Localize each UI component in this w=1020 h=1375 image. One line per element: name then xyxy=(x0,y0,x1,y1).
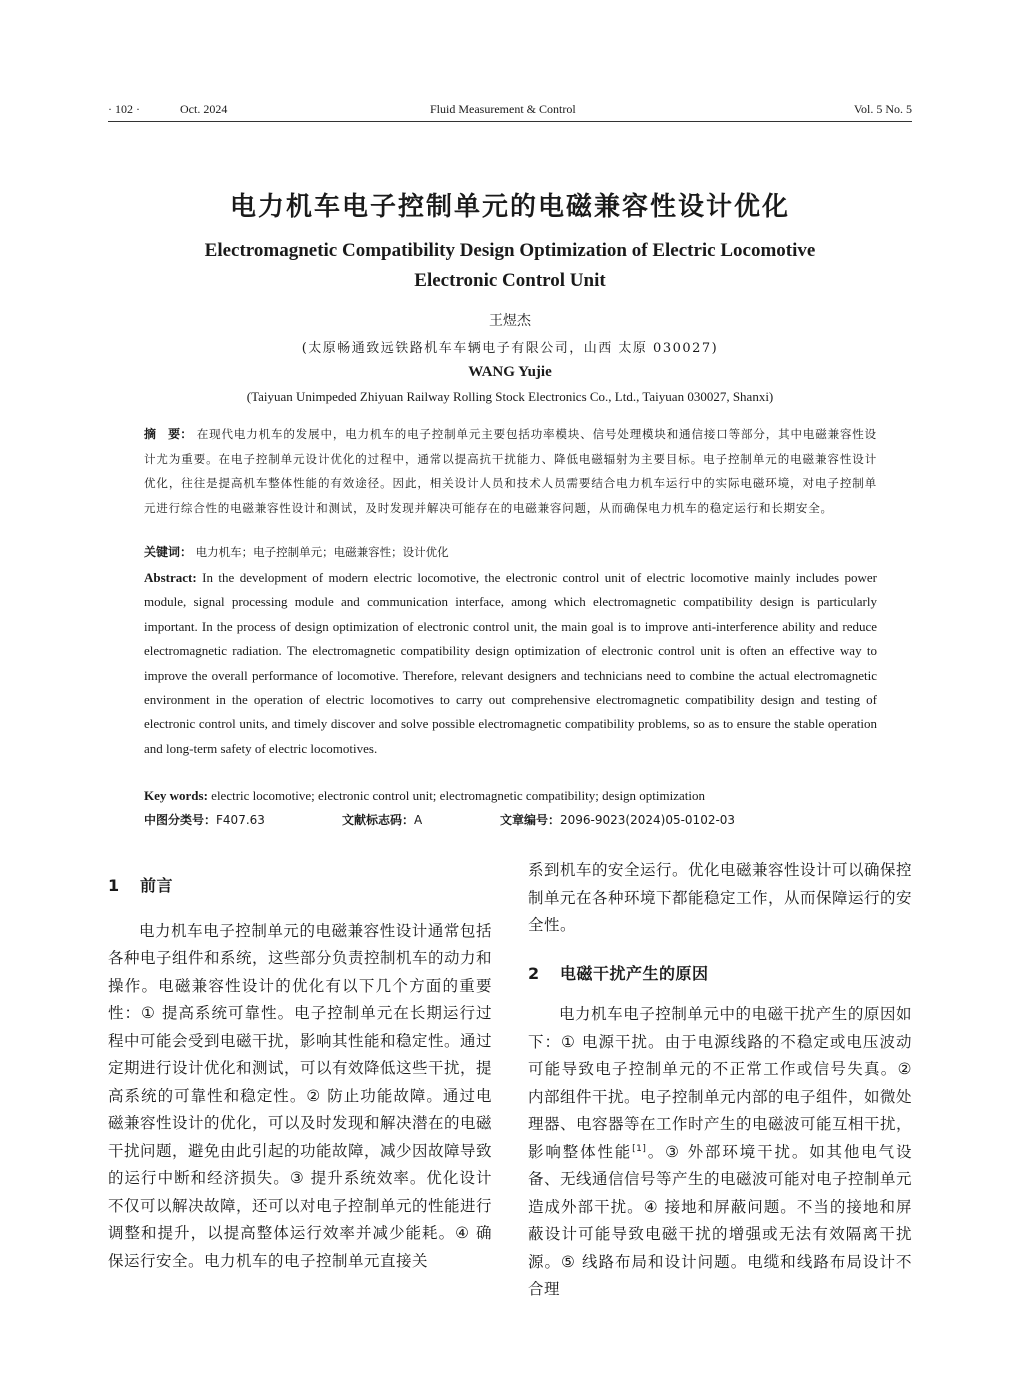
author-en: WANG Yujie xyxy=(468,364,552,380)
paper-title-en xyxy=(110,236,910,296)
section-1-number: 1 xyxy=(108,876,120,895)
section-2-body xyxy=(528,1001,912,1304)
abstract-en xyxy=(144,566,877,761)
abstract-cn-label: 摘 要： xyxy=(144,427,193,441)
keywords-cn xyxy=(144,541,877,563)
keywords-en-label: Key words: xyxy=(144,788,208,803)
affiliation-en: (Taiyuan Unimpeded Zhiyuan Railway Rolling Stock Electronics Co., Ltd., Taiyuan 030027, Shanxi) xyxy=(246,389,774,404)
issue-date: Oct. 2024 xyxy=(180,102,228,116)
abstract-cn xyxy=(144,422,877,520)
article-number-label: 文章编号： xyxy=(500,813,561,827)
section-1-title: 前言 xyxy=(140,876,174,895)
clc-label: 中图分类号： xyxy=(144,813,217,827)
section-2-text-a: 电力机车电子控制单元中的电磁干扰产生的原因如下：① 电源干扰。由于电源线路的不稳定或电压波动可能导致电子控制单元的不正常工作或信号失真。② 内部组件干扰。电子控制单元内部的电子组件，如微处理器、电容器等在工作时产生的电磁波可能互相干扰，影响整体性能 xyxy=(528,1005,913,1161)
abstract-cn-text: 在现代电力机车的发展中，电力机车的电子控制单元主要包括功率模块、信号处理模块和通信接口等部分，其中电磁兼容性设计尤为重要。在电子控制单元设计优化的过程中，通常以提高抗干扰能力、降低电磁辐射为主要目标。电子控制单元的电磁兼容性设计优化，往往是提高机车整体性能的有效途径。因此，相关设计人员和技术人员需要结合电力机车运行中的实际电磁环境，对电子控制单元进行综合性的电磁兼容性设计和测试，及时发现并解决可能存在的电磁兼容问题，从而确保电力机车的稳定运行和长期安全。 xyxy=(144,427,877,515)
abstract-en-label: Abstract: xyxy=(144,570,197,585)
citation-ref[interactable]: [1] xyxy=(632,1143,647,1154)
paper-title-en-line1: Electromagnetic Compatibility Design Optimization of Electric Locomotive xyxy=(204,240,816,261)
article-number xyxy=(500,811,735,828)
section-1-body: 电力机车电子控制单元的电磁兼容性设计通常包括各种电子组件和系统，这些部分负责控制机车的动力和操作。电磁兼容性设计的优化有以下几个方面的重要性：① 提高系统可靠性。电子控制单元在长期运行过程中可能会受到电磁干扰，影响其性能和稳定性。通过定期进行设计优化和测试，可以有效降低这些干扰，提高系统的可靠性和稳定性。② 防止功能故障。通过电磁兼容性设计的优化，可以及时发现和解决潜在的电磁干扰问题，避免由此引起的功能故障，减少因故障导致的运行中断和经济损失。③ 提升系统效率。优化设计不仅可以解决故障，还可以对电子控制单元的性能进行调整和提升，以提高整体运行效率并减少能耗。④ 确保运行安全。电力机车的电子控制单元直接关 xyxy=(108,921,493,1270)
section-2-title: 电磁干扰产生的原因 xyxy=(560,963,709,983)
journal-name: Fluid Measurement & Control xyxy=(430,102,576,116)
doc-code-label: 文献标志码： xyxy=(342,813,415,827)
section-2-text-b: 。③ 外部环境干扰。如其他电气设备、无线通信信号等产生的电磁波可能对电子控制单元造成外部干扰。④ 接地和屏蔽问题。不当的接地和屏蔽设计可能导致电磁干扰的增强或无法有效隔离干扰源。⑤ 线路布局和设计问题。电缆和线路布局设计不合理 xyxy=(528,1142,913,1298)
keywords-cn-label: 关键词： xyxy=(144,545,193,559)
article-number-value: 2096-9023(2024)05-0102-03 xyxy=(560,813,736,827)
section-2-number: 2 xyxy=(528,963,540,983)
right-column xyxy=(528,857,912,1304)
keywords-en-text: electric locomotive; electronic control unit; electromagnetic compatibility; design optimization xyxy=(211,788,706,803)
paper-title-cn: 电力机车电子控制单元的电磁兼容性设计优化 xyxy=(229,192,790,222)
clc-number xyxy=(144,811,265,828)
classification-line xyxy=(144,811,877,833)
page-number: · 102 · xyxy=(108,102,140,116)
doc-code-value: A xyxy=(414,813,423,827)
left-column xyxy=(108,872,492,1275)
affiliation-cn: (太原畅通致远铁路机车车辆电子有限公司，山西 太原 030027) xyxy=(301,341,719,356)
keywords-cn-text: 电力机车；电子控制单元；电磁兼容性；设计优化 xyxy=(195,545,449,559)
keywords-en xyxy=(144,785,877,807)
author-cn: 王煜杰 xyxy=(489,313,531,329)
section-2-heading xyxy=(528,960,912,988)
paper-title-en-line2: Electronic Control Unit xyxy=(414,270,606,291)
header-rule xyxy=(108,121,912,122)
section-1-heading xyxy=(108,872,492,900)
section-1-continuation: 系到机车的安全运行。优化电磁兼容性设计可以确保控制单元在各种环境下都能稳定工作，从而保障运行的安全性。 xyxy=(528,861,913,934)
document-code xyxy=(342,811,422,828)
volume-issue: Vol. 5 No. 5 xyxy=(853,102,912,116)
clc-value: F407.63 xyxy=(216,813,265,827)
abstract-en-text: In the development of modern electric locomotive, the electronic control unit of electric locomotive mainly includes power module, signal processing module and communication interface, among which electromagnetic compatibility design is particularly important. In the process of design optimization of electronic control unit, the main goal is to improve anti-interference ability and reduce electromagnetic radiation. The electromagnetic compatibility design optimization of electronic control unit is often an effective way to improve the overall performance of locomotive. Therefore, relevant designers and technicians need to combine the actual electromagnetic environment in the operation of electric locomotives to carry out comprehensive electromagnetic compatibility design and testing of electronic control units, and timely discover and solve possible electromagnetic compatibility problems, so as to ensure the stable operation and long-term safety of electric locomotives. xyxy=(144,570,878,756)
